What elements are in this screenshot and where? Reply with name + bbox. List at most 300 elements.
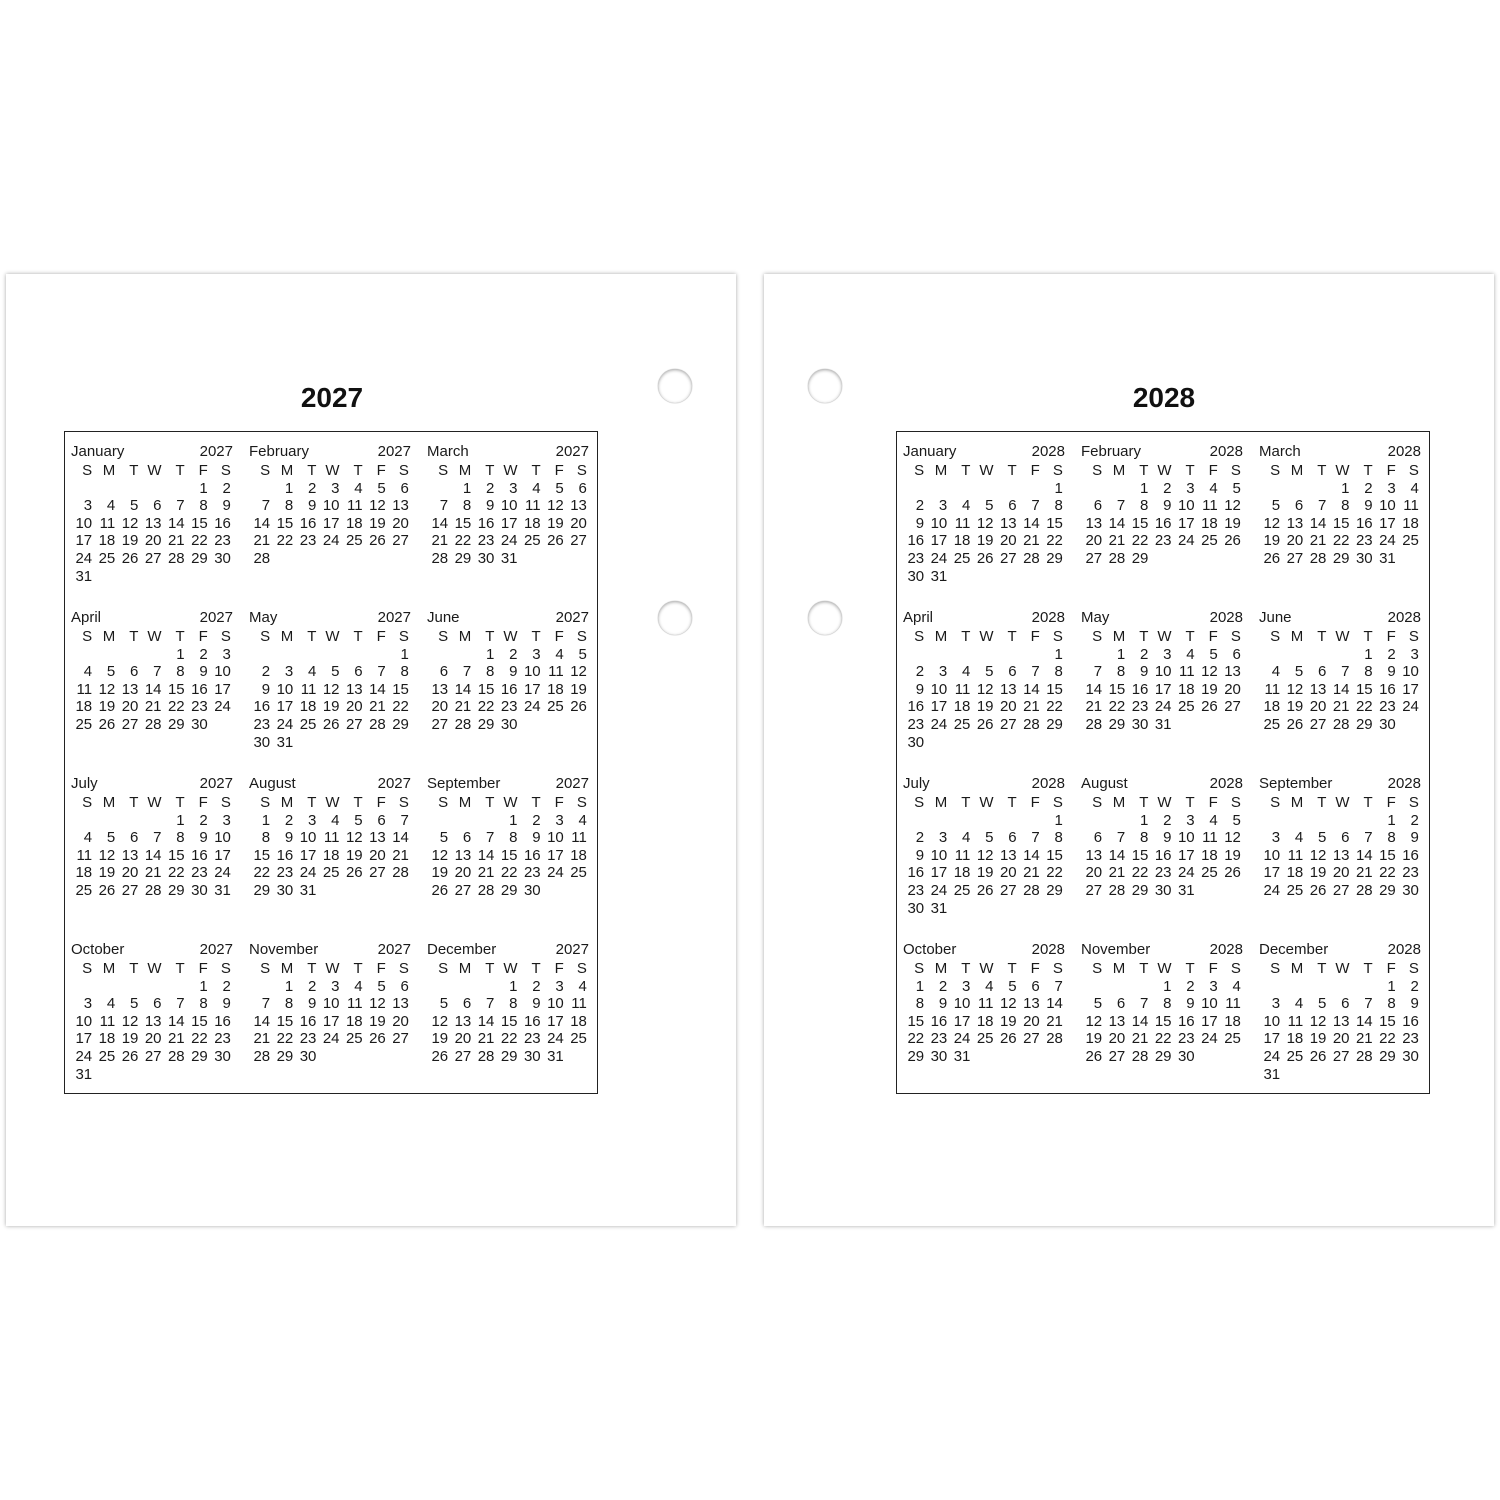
day-cell: 4 [1186, 645, 1195, 663]
day-cell [926, 812, 949, 830]
day-cell: 7 [1318, 497, 1327, 515]
day-cell: 21 [1108, 532, 1126, 550]
day-cell: 9 [199, 663, 208, 681]
day-cell: 21 [167, 1030, 185, 1048]
day-cell: 9 [1163, 829, 1172, 847]
month-header [71, 442, 233, 462]
day-cell: 18 [345, 1012, 363, 1030]
day-cell: 8 [1054, 663, 1063, 681]
day-cell [1174, 550, 1197, 568]
day-cell: 10 [276, 680, 294, 698]
weekday-label: M [1290, 628, 1304, 645]
day-grid [1259, 646, 1421, 734]
day-cell: 27 [345, 715, 363, 733]
day-cell: 19 [121, 532, 139, 550]
day-cell: 18 [976, 1012, 994, 1030]
month-name: December [427, 941, 497, 958]
weekday-label: F [1386, 462, 1396, 479]
day-cell: 7 [176, 497, 185, 515]
weekday-label: F [1386, 794, 1396, 811]
day-cell: 1 [1054, 811, 1063, 829]
day-cell: 24 [1379, 532, 1396, 550]
month-name: July [903, 775, 930, 792]
day-cell: 7 [261, 995, 271, 1013]
day-cell: 10 [523, 663, 541, 681]
day-cell: 14 [1108, 514, 1126, 532]
day-cell: 5 [106, 829, 116, 847]
day-cell: 17 [1379, 514, 1396, 532]
weekday-label: S [438, 960, 449, 977]
day-cell [949, 568, 972, 586]
day-cell: 23 [1154, 864, 1172, 882]
month-year: 2028 [1031, 609, 1065, 626]
weekday-label: S [398, 462, 409, 479]
weekday-label: T [1007, 462, 1017, 479]
day-cell: 16 [191, 680, 208, 698]
day-cell [1282, 978, 1305, 996]
day-grid [71, 812, 233, 900]
day-cell [117, 978, 140, 996]
day-cell [365, 734, 388, 752]
day-cell: 31 [75, 1065, 93, 1083]
weekday-label: S [220, 462, 231, 479]
weekday-header-row [71, 960, 233, 978]
month-header [1081, 774, 1243, 794]
day-cell [140, 812, 163, 830]
weekday-label: T [1363, 462, 1373, 479]
day-cell: 3 [938, 829, 948, 847]
day-cell: 9 [1163, 497, 1172, 515]
day-cell: 11 [1287, 846, 1304, 864]
day-cell [996, 646, 1019, 664]
day-cell: 9 [1140, 663, 1149, 681]
weekday-label: W [325, 462, 340, 479]
day-cell [210, 1066, 233, 1084]
day-cell [473, 978, 496, 996]
day-cell: 1 [509, 977, 518, 995]
day-cell [187, 568, 210, 586]
weekday-header-row [903, 628, 1065, 646]
month-block [1259, 608, 1421, 734]
day-cell [1259, 480, 1282, 498]
day-cell [1019, 646, 1042, 664]
day-cell: 23 [1402, 864, 1419, 882]
day-cell: 3 [938, 497, 948, 515]
day-cell [1375, 1066, 1398, 1084]
day-cell: 6 [130, 663, 139, 681]
day-cell: 16 [1177, 1012, 1195, 1030]
day-cell: 23 [299, 1030, 317, 1048]
weekday-label: S [1052, 960, 1063, 977]
day-cell [566, 1048, 589, 1066]
day-cell: 2 [1140, 645, 1149, 663]
month-name: July [71, 775, 98, 792]
weekday-label: W [979, 462, 994, 479]
weekday-label: T [531, 794, 541, 811]
day-cell: 20 [392, 514, 409, 532]
day-cell: 8 [462, 497, 472, 515]
day-cell: 2 [261, 663, 271, 681]
day-cell: 15 [1355, 680, 1373, 698]
day-grid [427, 646, 589, 734]
day-cell: 24 [523, 698, 541, 716]
day-cell: 28 [392, 864, 409, 882]
month-name: October [903, 941, 957, 958]
weekday-label: F [1208, 462, 1218, 479]
day-cell: 13 [431, 680, 449, 698]
day-cell: 23 [1154, 532, 1172, 550]
day-cell: 17 [953, 1012, 971, 1030]
day-cell [272, 646, 295, 664]
day-cell [1042, 1048, 1065, 1066]
day-cell: 9 [486, 497, 495, 515]
day-cell: 22 [1046, 698, 1063, 716]
day-cell: 17 [1201, 1012, 1218, 1030]
weekday-label: S [1270, 462, 1281, 479]
day-cell: 26 [431, 1047, 449, 1065]
day-cell: 26 [1201, 698, 1218, 716]
day-cell: 11 [323, 829, 340, 847]
day-cell [164, 568, 187, 586]
day-cell: 11 [1202, 497, 1218, 515]
weekday-header-row [71, 628, 233, 646]
day-cell: 2 [1163, 479, 1172, 497]
day-cell: 6 [1232, 645, 1241, 663]
weekday-label: S [260, 794, 271, 811]
day-cell: 8 [284, 497, 294, 515]
day-cell: 29 [1154, 1047, 1172, 1065]
day-cell: 26 [547, 532, 564, 550]
day-cell: 19 [369, 514, 386, 532]
day-cell: 4 [354, 479, 363, 497]
day-cell [1398, 1066, 1421, 1084]
weekday-label: T [1317, 960, 1327, 977]
day-cell: 2 [1410, 977, 1419, 995]
day-cell: 5 [377, 479, 386, 497]
weekday-label: F [554, 628, 564, 645]
day-cell: 12 [1224, 829, 1241, 847]
month-year: 2027 [555, 775, 589, 792]
day-cell: 4 [962, 663, 971, 681]
weekday-label: S [1408, 960, 1419, 977]
month-name: June [1259, 609, 1292, 626]
day-cell: 19 [1309, 1030, 1327, 1048]
day-cell: 11 [1403, 497, 1419, 515]
day-cell [164, 480, 187, 498]
weekday-label: F [1208, 628, 1218, 645]
day-cell: 22 [1332, 532, 1350, 550]
day-cell: 19 [345, 846, 363, 864]
day-cell: 30 [214, 1047, 231, 1065]
month-header [427, 774, 589, 794]
day-cell: 7 [1364, 829, 1373, 847]
day-cell: 20 [144, 1030, 162, 1048]
day-cell: 19 [98, 864, 116, 882]
weekday-label: F [1208, 794, 1218, 811]
day-cell [1081, 812, 1104, 830]
weekday-label: T [175, 628, 185, 645]
weekday-label: M [280, 628, 294, 645]
day-cell: 18 [1177, 680, 1195, 698]
day-cell [1042, 734, 1065, 752]
day-cell: 20 [392, 1012, 409, 1030]
day-cell: 9 [915, 846, 925, 864]
day-cell [949, 900, 972, 918]
day-cell: 21 [1023, 532, 1040, 550]
day-cell: 22 [1131, 864, 1149, 882]
day-cell: 25 [1263, 715, 1281, 733]
day-cell [996, 812, 1019, 830]
day-cell: 23 [907, 549, 925, 567]
day-cell: 23 [930, 1030, 948, 1048]
day-cell [71, 812, 94, 830]
day-cell: 25 [75, 715, 93, 733]
day-cell: 5 [354, 811, 363, 829]
day-cell: 23 [907, 715, 925, 733]
day-cell: 3 [938, 663, 948, 681]
day-cell: 9 [308, 995, 317, 1013]
weekday-label: T [1139, 794, 1149, 811]
month-header [1081, 442, 1243, 462]
weekday-label: T [1185, 794, 1195, 811]
day-cell: 16 [1402, 1012, 1419, 1030]
month-block [427, 774, 589, 900]
day-cell: 15 [191, 514, 208, 532]
day-grid [903, 978, 1065, 1066]
day-cell: 7 [1031, 663, 1040, 681]
day-cell: 3 [1186, 479, 1195, 497]
weekday-label: F [1030, 628, 1040, 645]
day-cell: 11 [99, 1012, 116, 1030]
day-cell: 13 [121, 846, 139, 864]
day-cell: 1 [199, 479, 208, 497]
day-cell: 2 [199, 811, 208, 829]
day-cell [1305, 646, 1328, 664]
day-cell: 15 [1108, 680, 1126, 698]
month-name: August [1081, 775, 1128, 792]
weekday-label: F [198, 462, 208, 479]
day-cell: 10 [1154, 663, 1172, 681]
day-cell: 27 [1332, 1047, 1350, 1065]
day-cell: 3 [1410, 645, 1419, 663]
weekday-header-row [427, 628, 589, 646]
day-cell [473, 812, 496, 830]
month-header [427, 940, 589, 960]
day-cell: 12 [999, 995, 1017, 1013]
weekday-label: W [1157, 794, 1172, 811]
month-year: 2027 [199, 609, 233, 626]
day-cell: 3 [222, 645, 231, 663]
day-cell: 29 [1046, 881, 1063, 899]
day-cell: 25 [1177, 698, 1195, 716]
day-cell: 12 [570, 663, 587, 681]
day-cell: 19 [976, 698, 994, 716]
day-cell: 19 [976, 532, 994, 550]
weekday-label: W [325, 960, 340, 977]
day-cell: 15 [253, 846, 271, 864]
day-cell [996, 480, 1019, 498]
day-cell [1282, 812, 1305, 830]
day-cell: 25 [1286, 881, 1304, 899]
day-cell: 31 [1379, 549, 1396, 567]
day-cell: 20 [1224, 680, 1241, 698]
weekday-label: S [914, 794, 925, 811]
day-cell [388, 550, 411, 568]
day-cell: 23 [1402, 1030, 1419, 1048]
day-cell: 26 [1224, 532, 1241, 550]
weekday-label: S [1092, 628, 1103, 645]
day-cell: 9 [1186, 995, 1195, 1013]
weekday-label: S [438, 628, 449, 645]
day-cell: 20 [1332, 1030, 1350, 1048]
day-cell: 15 [907, 1012, 925, 1030]
day-cell: 29 [454, 549, 472, 567]
month-block [249, 608, 411, 751]
day-cell: 4 [331, 811, 340, 829]
month-year: 2027 [377, 443, 411, 460]
day-cell [1282, 646, 1305, 664]
day-cell: 27 [392, 1030, 409, 1048]
weekday-label: M [458, 462, 472, 479]
day-cell: 6 [1294, 497, 1304, 515]
weekday-label: F [554, 794, 564, 811]
day-cell: 26 [345, 864, 363, 882]
day-cell: 7 [486, 829, 495, 847]
day-cell: 24 [276, 715, 294, 733]
day-cell: 28 [1355, 1047, 1373, 1065]
weekday-label: F [1386, 628, 1396, 645]
day-cell: 21 [144, 864, 162, 882]
day-cell: 11 [1202, 829, 1218, 847]
day-cell: 29 [1046, 715, 1063, 733]
weekday-label: S [1270, 794, 1281, 811]
day-cell: 7 [1341, 663, 1350, 681]
day-cell [318, 1048, 341, 1066]
day-grid [1081, 978, 1243, 1066]
day-cell: 15 [500, 846, 518, 864]
weekday-label: M [102, 960, 116, 977]
month-block [1081, 940, 1243, 1066]
day-cell: 13 [369, 829, 386, 847]
weekday-header-row [71, 794, 233, 812]
month-year: 2028 [1387, 775, 1421, 792]
day-cell: 19 [976, 864, 994, 882]
day-cell: 29 [392, 715, 409, 733]
day-cell: 16 [214, 1012, 231, 1030]
day-cell: 16 [907, 698, 925, 716]
day-cell: 30 [1379, 715, 1396, 733]
weekday-label: S [914, 960, 925, 977]
weekday-label: S [82, 628, 93, 645]
day-grid [1081, 646, 1243, 734]
day-cell: 10 [930, 846, 948, 864]
day-cell: 6 [1116, 995, 1126, 1013]
day-cell: 25 [98, 549, 116, 567]
weekday-label: F [1030, 794, 1040, 811]
day-cell: 25 [570, 864, 587, 882]
day-cell: 15 [500, 1012, 518, 1030]
day-cell [903, 812, 926, 830]
day-cell: 29 [191, 1047, 208, 1065]
day-cell: 26 [98, 715, 116, 733]
day-cell: 13 [1224, 663, 1241, 681]
day-cell [1104, 978, 1127, 996]
weekday-label: T [175, 960, 185, 977]
month-year: 2027 [555, 443, 589, 460]
weekday-label: W [503, 462, 518, 479]
day-cell: 18 [570, 1012, 587, 1030]
day-cell: 30 [214, 549, 231, 567]
weekday-label: S [1230, 628, 1241, 645]
day-cell: 20 [1023, 1012, 1040, 1030]
day-grid [1259, 978, 1421, 1084]
day-cell: 4 [985, 977, 994, 995]
day-cell: 22 [1355, 698, 1373, 716]
day-cell [1305, 1066, 1328, 1084]
day-cell: 5 [1093, 995, 1103, 1013]
day-cell [972, 900, 995, 918]
weekday-label: T [961, 960, 971, 977]
day-cell: 30 [1402, 1047, 1419, 1065]
weekday-label: S [576, 960, 587, 977]
day-cell: 7 [1093, 663, 1103, 681]
month-block [71, 608, 233, 734]
weekday-header-row [1081, 462, 1243, 480]
day-cell: 7 [400, 811, 409, 829]
day-cell: 24 [1263, 1047, 1281, 1065]
day-cell: 23 [1355, 532, 1373, 550]
day-cell: 23 [1379, 698, 1396, 716]
month-name: November [249, 941, 319, 958]
day-cell: 17 [214, 846, 231, 864]
day-cell [972, 480, 995, 498]
month-block [1259, 940, 1421, 1083]
day-cell: 19 [1309, 864, 1327, 882]
weekday-label: W [147, 960, 162, 977]
day-cell: 20 [431, 698, 449, 716]
day-cell: 12 [431, 846, 449, 864]
day-cell: 19 [1085, 1030, 1103, 1048]
day-cell: 16 [523, 846, 541, 864]
day-cell: 19 [98, 698, 116, 716]
day-cell [249, 480, 272, 498]
day-cell [342, 550, 365, 568]
day-cell: 8 [1054, 829, 1063, 847]
day-cell: 3 [83, 497, 93, 515]
day-cell [1305, 480, 1328, 498]
day-cell: 22 [1131, 532, 1149, 550]
weekday-label: T [961, 794, 971, 811]
day-cell: 6 [578, 479, 587, 497]
day-cell: 11 [99, 514, 116, 532]
day-grid [71, 480, 233, 586]
day-cell: 9 [284, 829, 294, 847]
day-cell: 3 [308, 811, 317, 829]
month-block [249, 442, 411, 568]
day-cell: 29 [191, 549, 208, 567]
day-cell: 16 [1131, 680, 1149, 698]
day-cell: 7 [261, 497, 271, 515]
year-calendar-box [896, 431, 1430, 1094]
day-cell: 12 [121, 514, 139, 532]
day-cell: 4 [1209, 811, 1218, 829]
day-cell: 25 [953, 715, 971, 733]
month-block [1259, 442, 1421, 568]
day-cell: 25 [523, 532, 541, 550]
day-cell: 3 [555, 811, 564, 829]
day-cell: 9 [1364, 497, 1373, 515]
weekday-header-row [249, 628, 411, 646]
